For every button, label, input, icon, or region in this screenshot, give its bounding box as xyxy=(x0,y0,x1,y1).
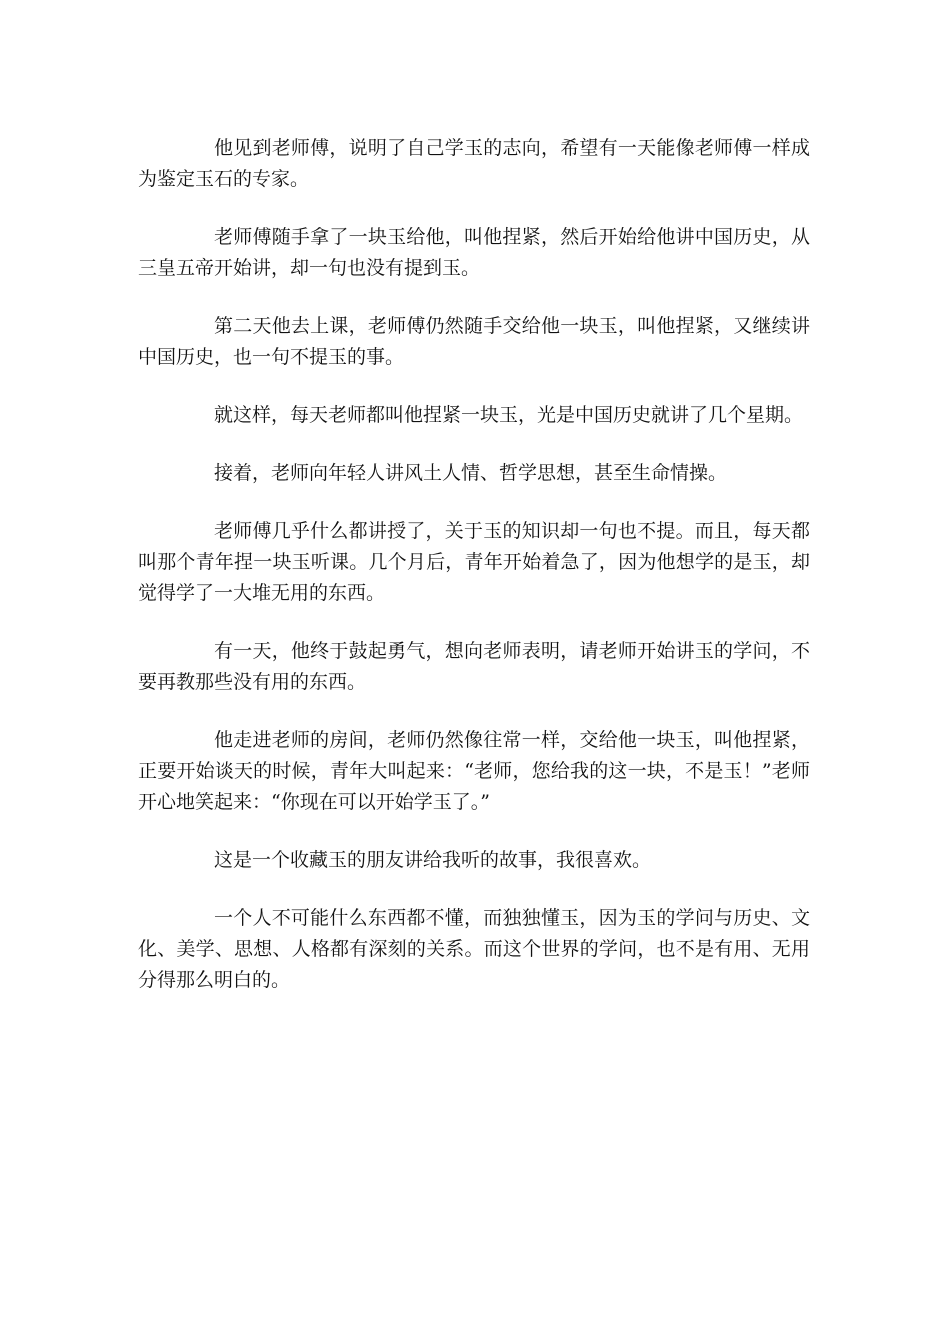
paragraph-8: 他走进老师的房间，老师仍然像往常一样，交给他一块玉，叫他捏紧，正要开始谈天的时候，青年大叫起来：“老师，您给我的这一块，不是玉！”老师开心地笑起来：“你现在可以开始学玉了。” xyxy=(138,729,810,813)
document-body xyxy=(138,133,810,1023)
paragraph-2: 老师傅随手拿了一块玉给他，叫他捏紧，然后开始给他讲中国历史，从三皇五帝开始讲，却一句也没有提到玉。 xyxy=(138,226,810,279)
paragraph-9: 这是一个收藏玉的朋友讲给我听的故事，我很喜欢。 xyxy=(214,849,652,871)
paragraph-5: 接着，老师向年轻人讲风土人情、哲学思想，甚至生命情操。 xyxy=(214,462,728,484)
paragraph-1: 他见到老师傅，说明了自己学玉的志向，希望有一天能像老师傅一样成为鉴定玉石的专家。 xyxy=(138,137,810,190)
paragraph-10: 一个人不可能什么东西都不懂，而独独懂玉，因为玉的学问与历史、文化、美学、思想、人格都有深刻的关系。而这个世界的学问，也不是有用、无用分得那么明白的。 xyxy=(138,907,810,991)
paragraph-6: 老师傅几乎什么都讲授了，关于玉的知识却一句也不提。而且，每天都叫那个青年捏一块玉听课。几个月后，青年开始着急了，因为他想学的是玉，却觉得学了一大堆无用的东西。 xyxy=(138,520,810,604)
paragraph-7: 有一天，他终于鼓起勇气，想向老师表明，请老师开始讲玉的学问，不要再教那些没有用的东西。 xyxy=(138,640,810,693)
paragraph-4: 就这样，每天老师都叫他捏紧一块玉，光是中国历史就讲了几个星期。 xyxy=(214,404,804,426)
paragraph-3: 第二天他去上课，老师傅仍然随手交给他一块玉，叫他捏紧，又继续讲中国历史，也一句不提玉的事。 xyxy=(138,315,810,368)
